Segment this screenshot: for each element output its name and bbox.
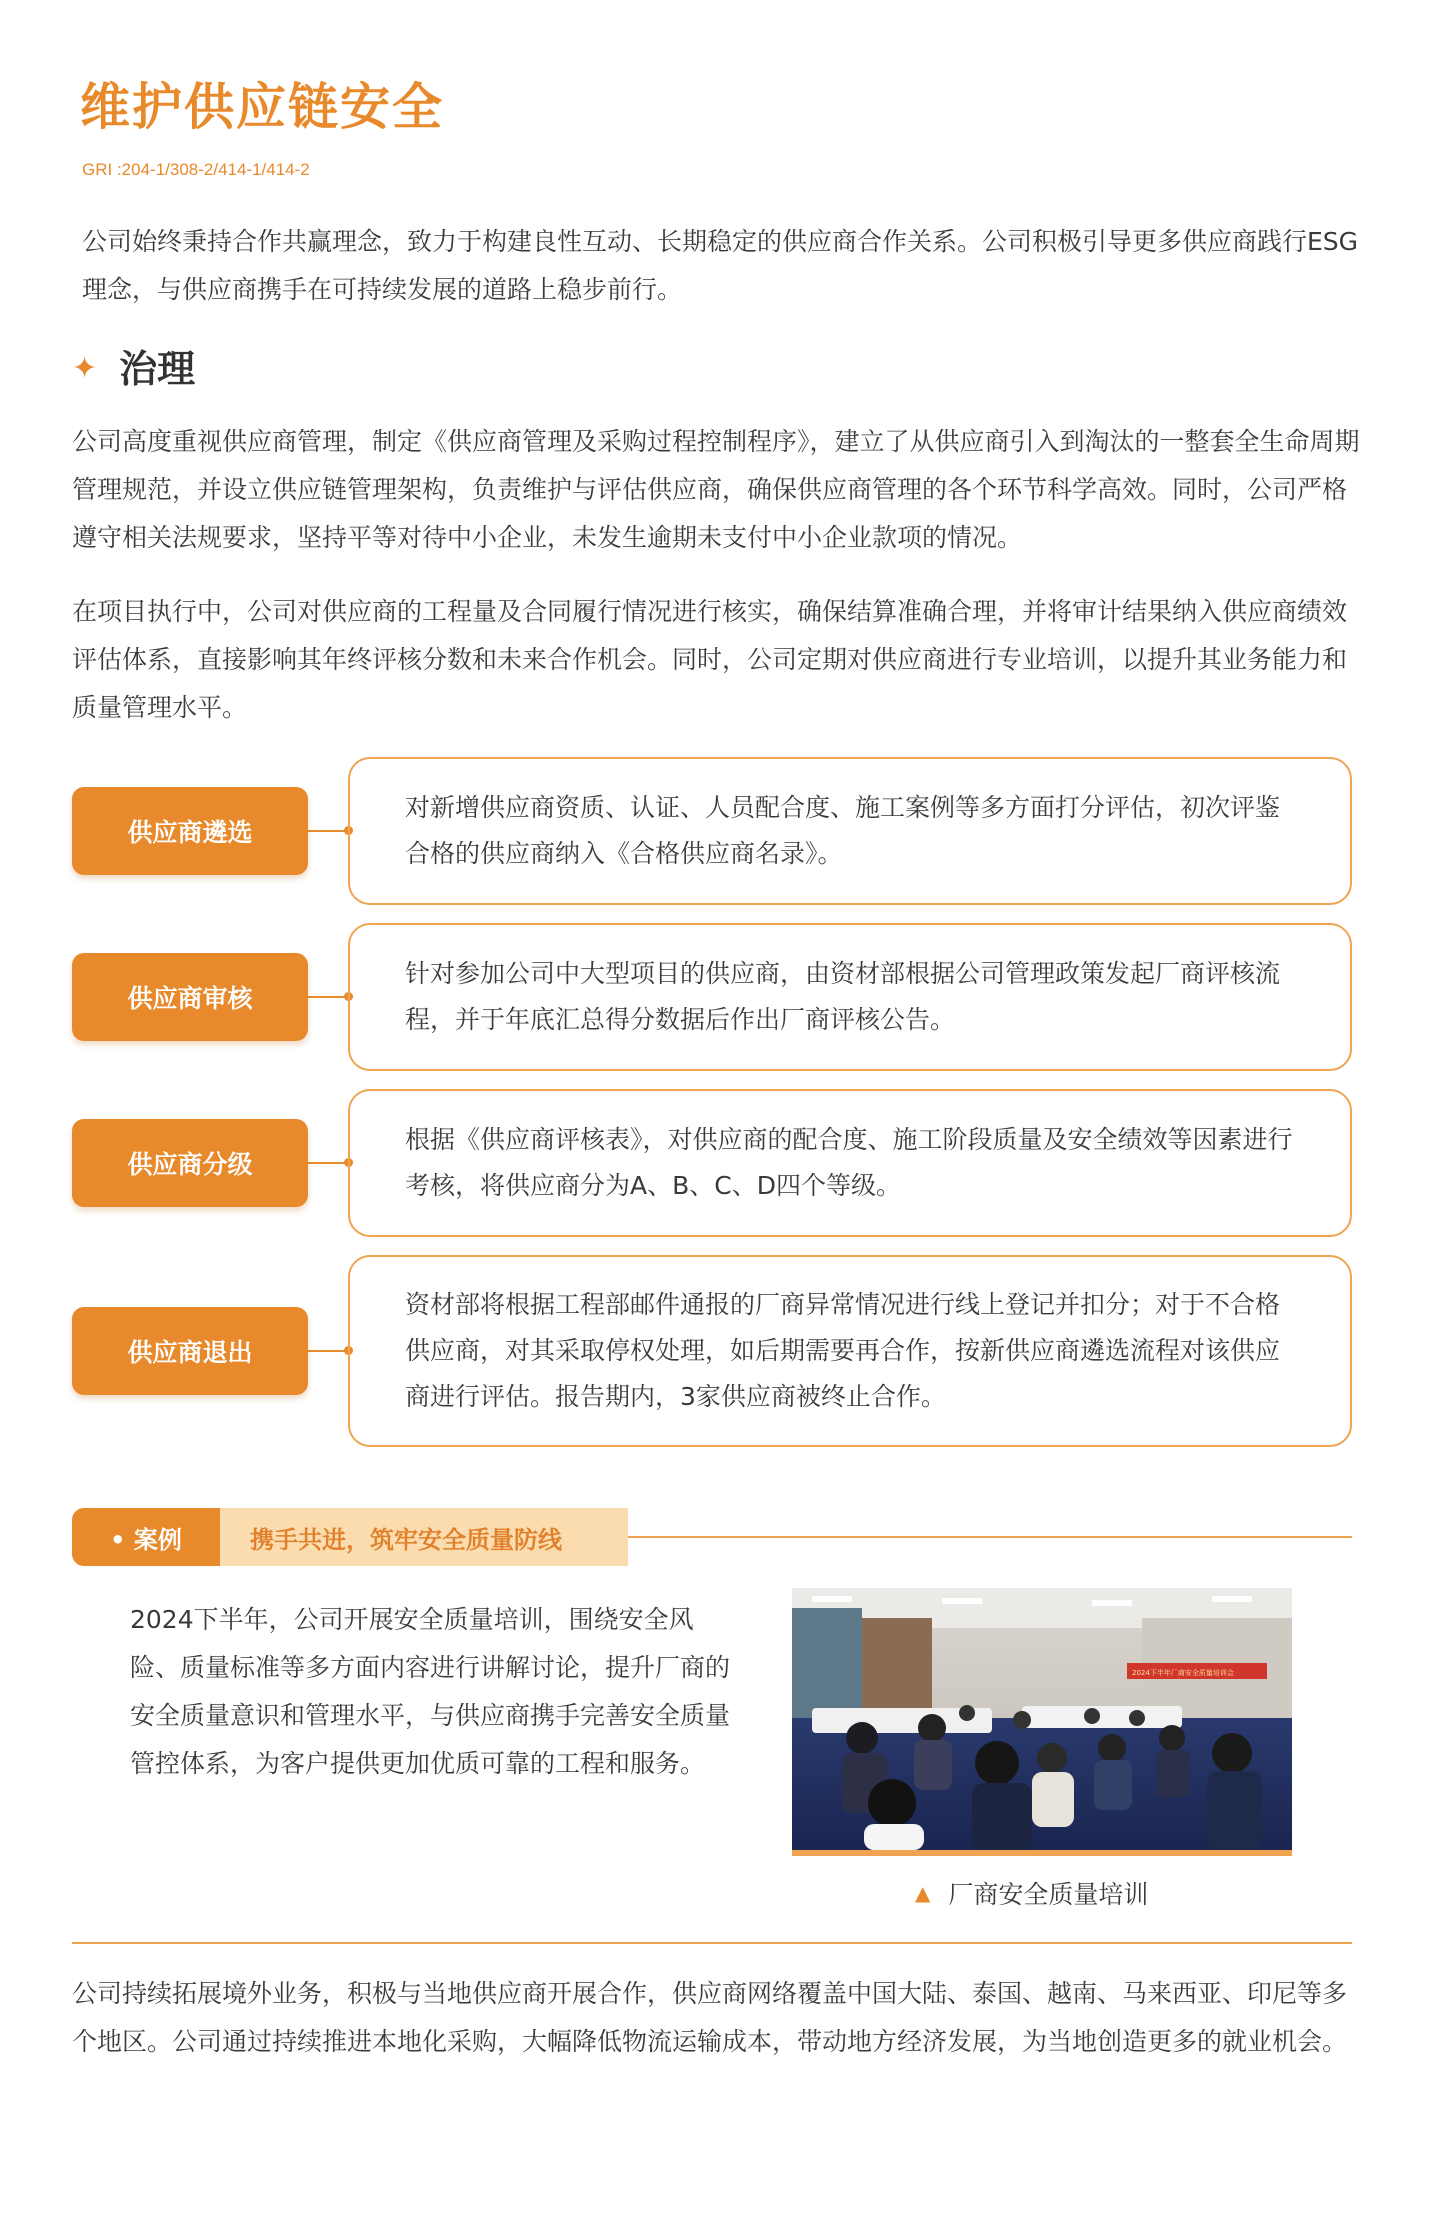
page-title: 维护供应链安全 xyxy=(80,78,444,136)
training-photo xyxy=(792,1588,1292,1856)
step-label: 供应商退出 xyxy=(72,1307,308,1395)
step-description: 资材部将根据工程部邮件通报的厂商异常情况进行线上登记并扣分；对于不合格供应商，对其采取停权处理，如后期需要再合作，按新供应商遴选流程对该供应商进行评估。报告期内，3家供应商被终止合作。 xyxy=(348,1255,1352,1447)
connector-line xyxy=(308,1162,348,1164)
divider-line xyxy=(72,1942,1352,1944)
case-header xyxy=(72,1508,1352,1566)
connector-line xyxy=(308,996,348,998)
case-rule xyxy=(628,1536,1352,1538)
step-description: 根据《供应商评核表》，对供应商的配合度、施工阶段质量及安全绩效等因素进行考核，将供应商分为A、B、C、D四个等级。 xyxy=(348,1089,1352,1237)
sparkle-icon: ✦ xyxy=(72,351,98,386)
process-step-review xyxy=(72,923,1352,1071)
case-paragraph: 2024下半年，公司开展安全质量培训，围绕安全风险、质量标准等多方面内容进行讲解讨论，提升厂商的安全质量意识和管理水平，与供应商携手完善安全质量管控体系，为客户提供更加优质可靠的工程和服务。 xyxy=(130,1605,731,1778)
step-label: 供应商分级 xyxy=(72,1119,308,1207)
process-step-grading xyxy=(72,1089,1352,1237)
process-step-exit xyxy=(72,1255,1352,1447)
step-label: 供应商审核 xyxy=(72,953,308,1041)
case-label: • 案例 xyxy=(72,1508,220,1566)
step-label: 供应商遴选 xyxy=(72,787,308,875)
section-header-governance xyxy=(72,347,196,391)
caption-text: 厂商安全质量培训 xyxy=(948,1880,1149,1909)
section-title: 治理 xyxy=(119,347,196,391)
triangle-icon: ▲ xyxy=(915,1881,931,1905)
closing-paragraph: 公司持续拓展境外业务，积极与当地供应商开展合作，供应商网络覆盖中国大陆、泰国、越南、马来西亚、印尼等多个地区。公司通过持续推进本地化采购，大幅降低物流运输成本，带动地方经济发展，为当地创造更多的就业机会。 xyxy=(72,1979,1348,2056)
intro-paragraph: 公司始终秉持合作共赢理念，致力于构建良性互动、长期稳定的供应商合作关系。公司积极引导更多供应商践行ESG理念，与供应商携手在可持续发展的道路上稳步前行。 xyxy=(82,227,1359,304)
gri-reference: GRI :204-1/308-2/414-1/414-2 xyxy=(82,160,310,179)
governance-paragraph-1: 公司高度重视供应商管理，制定《供应商管理及采购过程控制程序》，建立了从供应商引入到淘汰的一整套全生命周期管理规范，并设立供应链管理架构，负责维护与评估供应商，确保供应商管理的各个环节科学高效。同时，公司严格遵守相关法规要求，坚持平等对待中小企业，未发生逾期未支付中小企业款项的情况。 xyxy=(72,427,1360,552)
step-description: 对新增供应商资质、认证、人员配合度、施工案例等多方面打分评估，初次评鉴合格的供应商纳入《合格供应商名录》。 xyxy=(348,757,1352,905)
process-step-selection xyxy=(72,757,1352,905)
connector-line xyxy=(308,1350,348,1352)
case-title: 携手共进，筑牢安全质量防线 xyxy=(220,1508,628,1566)
photo-caption xyxy=(915,1875,1148,1911)
step-description: 针对参加公司中大型项目的供应商，由资材部根据公司管理政策发起厂商评核流程，并于年底汇总得分数据后作出厂商评核公告。 xyxy=(348,923,1352,1071)
banner-text: 2024下半年厂商安全质量培训会 xyxy=(1132,1669,1234,1677)
connector-line xyxy=(308,830,348,832)
governance-paragraph-2: 在项目执行中，公司对供应商的工程量及合同履行情况进行核实，确保结算准确合理，并将审计结果纳入供应商绩效评估体系，直接影响其年终评核分数和未来合作机会。同时，公司定期对供应商进行专业培训，以提升其业务能力和质量管理水平。 xyxy=(72,597,1348,722)
